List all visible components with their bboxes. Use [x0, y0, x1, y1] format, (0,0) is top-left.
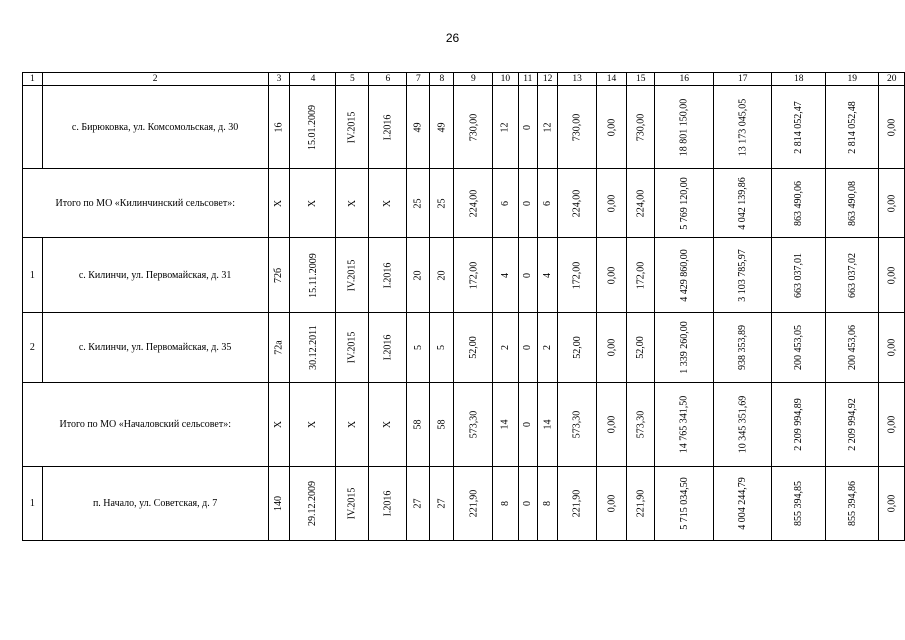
cell-col-10-text: 12	[499, 122, 511, 132]
cell-col-15	[626, 238, 655, 313]
cell-col-6-text: X	[382, 199, 394, 207]
cell-col-7	[407, 313, 430, 383]
cell-col-9-text: 573,30	[467, 410, 479, 439]
cell-col-11-text: 0	[522, 501, 534, 506]
cell-col-9	[454, 383, 493, 467]
cell-col-10	[493, 238, 519, 313]
column-number: 8	[430, 73, 454, 86]
cell-col-8-text: 20	[436, 270, 448, 280]
cell-col-9-text: 221,90	[467, 489, 479, 518]
cell-col-8	[430, 313, 454, 383]
column-number: 20	[879, 73, 905, 86]
cell-col-10-text: 8	[499, 501, 511, 506]
cell-col-14-text: 0,00	[605, 194, 617, 212]
cell-col-17	[713, 313, 772, 383]
column-number: 6	[369, 73, 407, 86]
cell-col-11-text: 0	[522, 345, 534, 350]
cell-col-20	[879, 238, 905, 313]
cell-col-18-text: 2 814 052,47	[793, 100, 805, 154]
cell-col-4-text: 15.01.2009	[307, 104, 319, 150]
subtotal-label: Итого по МО «Началовский сельсовет»:	[23, 383, 269, 467]
cell-col-12-text: 6	[542, 200, 554, 206]
cell-col-16	[655, 86, 714, 169]
cell-col-17	[713, 86, 772, 169]
cell-col-14	[596, 467, 626, 541]
cell-col-10	[493, 383, 519, 467]
cell-col-9	[454, 238, 493, 313]
cell-col-8-text: 49	[436, 122, 448, 132]
cell-col-17	[713, 169, 772, 238]
cell-col-10-text: 14	[499, 419, 511, 430]
cell-col-9	[454, 86, 493, 169]
cell-col-17-text: 13 173 045,05	[737, 98, 749, 156]
table-row	[23, 313, 905, 383]
cell-col-4	[290, 86, 336, 169]
cell-col-18-text: 200 453,05	[793, 325, 805, 370]
cell-col-9	[454, 169, 493, 238]
cell-col-3	[268, 467, 290, 541]
cell-col-20-text: 0,00	[886, 494, 898, 513]
cell-col-13-text: 52,00	[571, 336, 583, 359]
cell-col-4-text: X	[307, 420, 319, 429]
cell-col-10-text: 6	[499, 200, 511, 206]
cell-col-9	[454, 313, 493, 383]
cell-col-15	[626, 313, 655, 383]
cell-col-17-text: 938 353,89	[737, 325, 749, 370]
cell-col-19	[825, 238, 879, 313]
cell-col-18	[772, 467, 826, 541]
cell-col-5	[336, 313, 369, 383]
cell-col-20-text: 0,00	[886, 338, 898, 357]
cell-col-12-text: 8	[542, 501, 554, 506]
cell-col-6	[369, 467, 407, 541]
cell-col-18	[772, 169, 826, 238]
cell-col-20-text: 0,00	[886, 194, 898, 212]
cell-col-4-text: 30.12.2011	[307, 325, 319, 370]
column-number: 2	[42, 73, 268, 86]
cell-col-12	[537, 86, 557, 169]
column-number: 3	[268, 73, 290, 86]
cell-col-7	[407, 467, 430, 541]
cell-col-18	[772, 383, 826, 467]
cell-col-4	[290, 169, 336, 238]
cell-col-7-text: 49	[412, 122, 424, 132]
cell-col-5-text: X	[346, 199, 358, 207]
cell-col-6	[369, 313, 407, 383]
cell-col-18	[772, 86, 826, 169]
cell-col-5-text: X	[346, 420, 358, 429]
cell-col-19	[825, 467, 879, 541]
cell-col-5	[336, 383, 369, 467]
cell-col-11-text: 0	[522, 272, 534, 278]
cell-col-11-text: 0	[522, 124, 534, 130]
cell-col-17	[713, 467, 772, 541]
cell-col-3-text: 140	[273, 496, 285, 511]
cell-col-6-text: I.2016	[382, 490, 394, 517]
cell-col-15-text: 224,00	[635, 189, 647, 217]
cell-col-12	[537, 238, 557, 313]
cell-col-5	[336, 467, 369, 541]
cell-col-12-text: 2	[542, 345, 554, 350]
subtotal-row	[23, 383, 905, 467]
column-number: 16	[655, 73, 714, 86]
cell-col-6-text: I.2016	[382, 334, 394, 361]
cell-col-6-text: X	[382, 420, 394, 429]
cell-col-10	[493, 86, 519, 169]
cell-col-3	[268, 238, 290, 313]
cell-col-18	[772, 238, 826, 313]
cell-col-8	[430, 86, 454, 169]
cell-col-14	[596, 169, 626, 238]
cell-col-15-text: 573,30	[635, 410, 647, 439]
cell-col-13-text: 172,00	[571, 261, 583, 289]
cell-col-17-text: 4 042 139,86	[737, 176, 749, 230]
cell-col-14	[596, 383, 626, 467]
cell-col-20	[879, 383, 905, 467]
row-number: 2	[23, 313, 43, 383]
cell-col-19-text: 200 453,06	[846, 325, 858, 370]
row-number	[23, 86, 43, 169]
row-number: 1	[23, 467, 43, 541]
column-number: 12	[537, 73, 557, 86]
cell-col-9-text: 52,00	[467, 336, 479, 359]
cell-col-12	[537, 467, 557, 541]
cell-col-13	[558, 383, 597, 467]
column-number-row	[23, 73, 905, 86]
column-number: 19	[825, 73, 879, 86]
cell-col-20	[879, 467, 905, 541]
cell-col-14	[596, 86, 626, 169]
cell-col-19	[825, 86, 879, 169]
cell-col-16	[655, 169, 714, 238]
cell-col-11-text: 0	[522, 422, 534, 427]
column-number: 18	[772, 73, 826, 86]
column-number: 17	[713, 73, 772, 86]
cell-col-20	[879, 313, 905, 383]
cell-col-11	[518, 86, 537, 169]
cell-col-16	[655, 313, 714, 383]
table-row	[23, 238, 905, 313]
cell-col-12	[537, 313, 557, 383]
cell-col-7-text: 5	[412, 345, 424, 350]
cell-col-4	[290, 467, 336, 541]
table-row	[23, 467, 905, 541]
cell-col-3	[268, 169, 290, 238]
cell-col-10	[493, 467, 519, 541]
cell-col-11	[518, 238, 537, 313]
cell-col-12-text: 12	[542, 122, 554, 132]
subtotal-label: Итого по МО «Килинчинский сельсовет»:	[23, 169, 269, 238]
cell-col-9-text: 172,00	[467, 261, 479, 289]
cell-col-19	[825, 383, 879, 467]
cell-col-7	[407, 86, 430, 169]
cell-col-13	[558, 86, 597, 169]
cell-col-16-text: 5 769 120,00	[678, 176, 690, 230]
cell-col-5	[336, 238, 369, 313]
cell-col-18-text: 2 209 994,89	[793, 398, 805, 451]
cell-col-16-text: 4 429 860,00	[678, 248, 690, 302]
cell-col-7-text: 20	[412, 270, 424, 280]
cell-col-6	[369, 86, 407, 169]
cell-col-13	[558, 238, 597, 313]
address-cell: с. Килинчи, ул. Первомайская, д. 31	[42, 238, 268, 313]
cell-col-4-text: 29.12.2009	[307, 481, 319, 526]
cell-col-6	[369, 169, 407, 238]
cell-col-7-text: 25	[412, 198, 424, 208]
cell-col-10	[493, 313, 519, 383]
cell-col-10-text: 4	[499, 272, 511, 278]
cell-col-16-text: 18 801 150,00	[678, 98, 690, 156]
cell-col-19	[825, 169, 879, 238]
cell-col-7-text: 27	[412, 498, 424, 509]
cell-col-4-text: 15.11.2009	[307, 252, 319, 298]
cell-col-11	[518, 313, 537, 383]
cell-col-17-text: 4 004 244,79	[737, 477, 749, 530]
cell-col-14	[596, 313, 626, 383]
cell-col-8-text: 25	[436, 198, 448, 208]
cell-col-16	[655, 383, 714, 467]
cell-col-11	[518, 467, 537, 541]
cell-col-9	[454, 467, 493, 541]
cell-col-5-text: IV.2015	[346, 259, 358, 291]
cell-col-14	[596, 238, 626, 313]
cell-col-6-text: I.2016	[382, 114, 394, 140]
cell-col-14-text: 0,00	[605, 494, 617, 513]
cell-col-20-text: 0,00	[886, 415, 898, 434]
cell-col-16-text: 1 339 260,00	[678, 321, 690, 374]
cell-col-8	[430, 169, 454, 238]
cell-col-13	[558, 467, 597, 541]
cell-col-16	[655, 467, 714, 541]
cell-col-17	[713, 238, 772, 313]
cell-col-13-text: 730,00	[571, 113, 583, 141]
cell-col-15-text: 172,00	[635, 261, 647, 289]
cell-col-9-text: 730,00	[467, 113, 479, 141]
cell-col-19-text: 2 814 052,48	[846, 100, 858, 154]
cell-col-19-text: 663 037,02	[846, 252, 858, 298]
cell-col-3	[268, 313, 290, 383]
cell-col-9-text: 224,00	[467, 189, 479, 217]
table-row	[23, 86, 905, 169]
cell-col-13-text: 221,90	[571, 489, 583, 518]
cell-col-6	[369, 238, 407, 313]
cell-col-11-text: 0	[522, 200, 534, 206]
cell-col-5	[336, 86, 369, 169]
cell-col-7	[407, 238, 430, 313]
row-number: 1	[23, 238, 43, 313]
cell-col-15-text: 52,00	[635, 336, 647, 359]
cell-col-11	[518, 383, 537, 467]
cell-col-3-text: 72б	[273, 267, 285, 283]
cell-col-12	[537, 383, 557, 467]
cell-col-3	[268, 383, 290, 467]
cell-col-15	[626, 383, 655, 467]
address-cell: с. Бирюковка, ул. Комсомольская, д. 30	[42, 86, 268, 169]
cell-col-3	[268, 86, 290, 169]
cell-col-5-text: IV.2015	[346, 331, 358, 364]
cell-col-14-text: 0,00	[605, 338, 617, 357]
cell-col-13-text: 573,30	[571, 410, 583, 439]
cell-col-16	[655, 238, 714, 313]
cell-col-8-text: 5	[436, 345, 448, 350]
cell-col-8	[430, 467, 454, 541]
address-cell: с. Килинчи, ул. Первомайская, д. 35	[42, 313, 268, 383]
cell-col-13	[558, 169, 597, 238]
page-number: 26	[445, 31, 460, 45]
cell-col-7	[407, 169, 430, 238]
cell-col-12	[537, 169, 557, 238]
column-number: 1	[23, 73, 43, 86]
cell-col-15-text: 221,90	[635, 489, 647, 518]
cell-col-15	[626, 169, 655, 238]
cell-col-17	[713, 383, 772, 467]
cell-col-5	[336, 169, 369, 238]
cell-col-14-text: 0,00	[605, 118, 617, 136]
cell-col-4	[290, 383, 336, 467]
cell-col-13	[558, 313, 597, 383]
register-table	[22, 72, 905, 541]
cell-col-12-text: 14	[542, 419, 554, 430]
cell-col-8-text: 27	[436, 498, 448, 509]
cell-col-19-text: 2 209 994,92	[846, 398, 858, 451]
column-number: 10	[493, 73, 519, 86]
cell-col-3-text: 72а	[273, 340, 285, 355]
cell-col-3-text: X	[273, 199, 285, 207]
cell-col-13-text: 224,00	[571, 189, 583, 217]
cell-col-10	[493, 169, 519, 238]
cell-col-19-text: 855 394,86	[846, 481, 858, 526]
cell-col-16-text: 14 765 341,50	[678, 395, 690, 454]
cell-col-18-text: 855 394,85	[793, 481, 805, 526]
cell-col-14-text: 0,00	[605, 415, 617, 434]
cell-col-19	[825, 313, 879, 383]
cell-col-20-text: 0,00	[886, 118, 898, 136]
column-number: 4	[290, 73, 336, 86]
cell-col-8	[430, 238, 454, 313]
column-number: 15	[626, 73, 655, 86]
cell-col-16-text: 5 715 034,50	[678, 477, 690, 530]
cell-col-11	[518, 169, 537, 238]
cell-col-5-text: IV.2015	[346, 111, 358, 143]
cell-col-4-text: X	[307, 199, 319, 207]
cell-col-20	[879, 86, 905, 169]
cell-col-8	[430, 383, 454, 467]
cell-col-20-text: 0,00	[886, 266, 898, 284]
cell-col-17-text: 3 103 785,97	[737, 248, 749, 302]
cell-col-14-text: 0,00	[605, 266, 617, 284]
cell-col-7	[407, 383, 430, 467]
cell-col-6-text: I.2016	[382, 262, 394, 288]
cell-col-18	[772, 313, 826, 383]
cell-col-15	[626, 86, 655, 169]
cell-col-17-text: 10 345 351,69	[737, 395, 749, 454]
cell-col-15	[626, 467, 655, 541]
cell-col-18-text: 863 490,06	[793, 180, 805, 226]
cell-col-19-text: 863 490,08	[846, 180, 858, 226]
cell-col-10-text: 2	[499, 345, 511, 350]
column-number: 5	[336, 73, 369, 86]
subtotal-row	[23, 169, 905, 238]
cell-col-15-text: 730,00	[635, 113, 647, 141]
cell-col-8-text: 58	[436, 419, 448, 430]
cell-col-3-text: X	[273, 420, 285, 429]
cell-col-6	[369, 383, 407, 467]
cell-col-3-text: 16	[273, 122, 285, 132]
column-number: 13	[558, 73, 597, 86]
cell-col-18-text: 663 037,01	[793, 252, 805, 298]
column-number: 11	[518, 73, 537, 86]
cell-col-7-text: 58	[412, 419, 424, 430]
address-cell: п. Начало, ул. Советская, д. 7	[42, 467, 268, 541]
cell-col-12-text: 4	[542, 272, 554, 278]
cell-col-4	[290, 238, 336, 313]
column-number: 14	[596, 73, 626, 86]
column-number: 9	[454, 73, 493, 86]
cell-col-4	[290, 313, 336, 383]
cell-col-5-text: IV.2015	[346, 487, 358, 520]
column-number: 7	[407, 73, 430, 86]
cell-col-20	[879, 169, 905, 238]
